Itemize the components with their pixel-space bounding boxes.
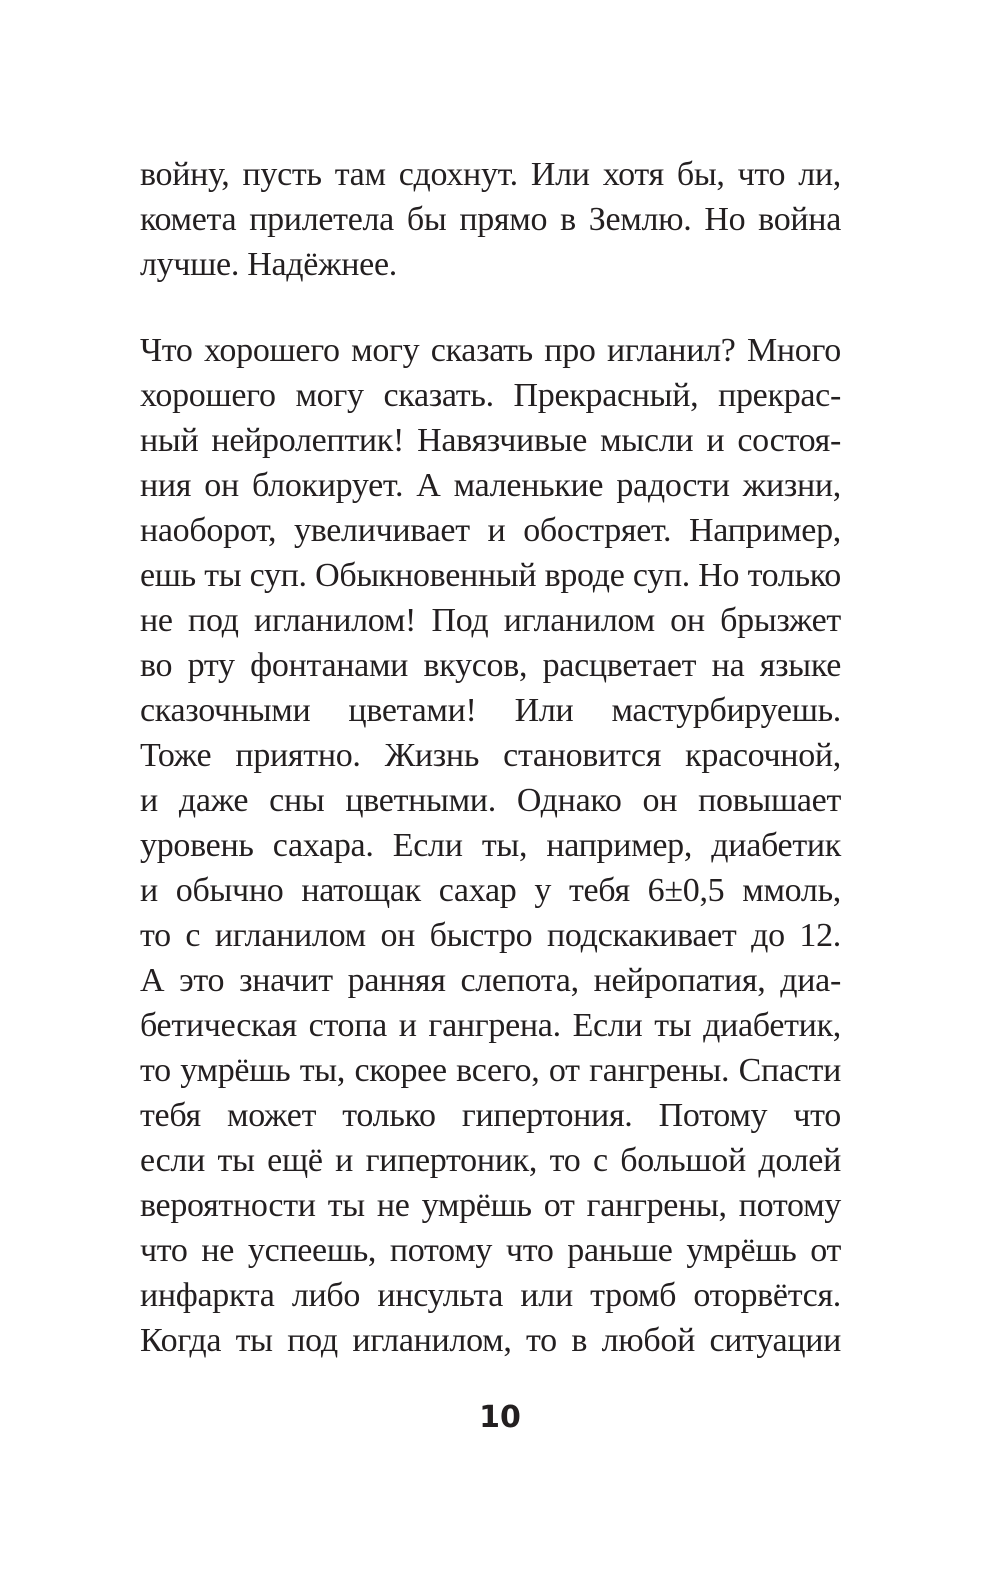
- text-line: во рту фонтанами вкусов, расцветает на языке: [140, 647, 841, 684]
- text-line: лучше. Надёжнее.: [140, 246, 397, 283]
- text-line: наоборот, увеличивает и обостряет. Например,: [140, 512, 841, 549]
- text-line: если ты ещё и гипертоник, то с большой долей: [140, 1142, 841, 1179]
- text-line: Что хорошего могу сказать про игланил? Много: [140, 332, 841, 369]
- text-line: вероятности ты не умрёшь от гангрены, потому: [140, 1187, 841, 1224]
- text-line: комета прилетела бы прямо в Землю. Но война: [140, 201, 841, 238]
- page-number: 10: [479, 1400, 521, 1435]
- text-line: и даже сны цветными. Однако он повышает: [140, 782, 841, 819]
- text-line: не под игланилом! Под игланилом он брызжет: [140, 602, 841, 639]
- text-line: Когда ты под игланилом, то в любой ситуации: [140, 1322, 841, 1359]
- text-line: то с игланилом он быстро подскакивает до 12.: [140, 917, 841, 954]
- text-line: Тоже приятно. Жизнь становится красочной,: [140, 737, 841, 774]
- text-line: инфаркта либо инсульта или тромб оторвётся.: [140, 1277, 841, 1314]
- text-line: что не успеешь, потому что раньше умрёшь от: [140, 1232, 841, 1269]
- text-line: хорошего могу сказать. Прекрасный, прекрас-: [140, 377, 841, 414]
- paragraph: [140, 152, 841, 287]
- text-line: ешь ты суп. Обыкновенный вроде суп. Но только: [140, 557, 841, 594]
- text-line: тебя может только гипертония. Потому что: [140, 1097, 841, 1134]
- text-line: ния он блокирует. А маленькие радости жизни,: [140, 467, 841, 504]
- text-line: А это значит ранняя слепота, нейропатия, диа-: [140, 962, 841, 999]
- text-line: войну, пусть там сдохнут. Или хотя бы, что ли,: [140, 156, 841, 193]
- text-line: и обычно натощак сахар у тебя 6±0,5 ммоль,: [140, 872, 841, 909]
- text-line: уровень сахара. Если ты, например, диабетик: [140, 827, 841, 864]
- text-line: ный нейролептик! Навязчивые мысли и состоя-: [140, 422, 841, 459]
- paragraph: [140, 328, 841, 1363]
- text-line: сказочными цветами! Или мастурбируешь.: [140, 692, 841, 729]
- text-line: то умрёшь ты, скорее всего, от гангрены. Спасти: [140, 1052, 841, 1089]
- text-line: бетическая стопа и гангрена. Если ты диабетик,: [140, 1007, 841, 1044]
